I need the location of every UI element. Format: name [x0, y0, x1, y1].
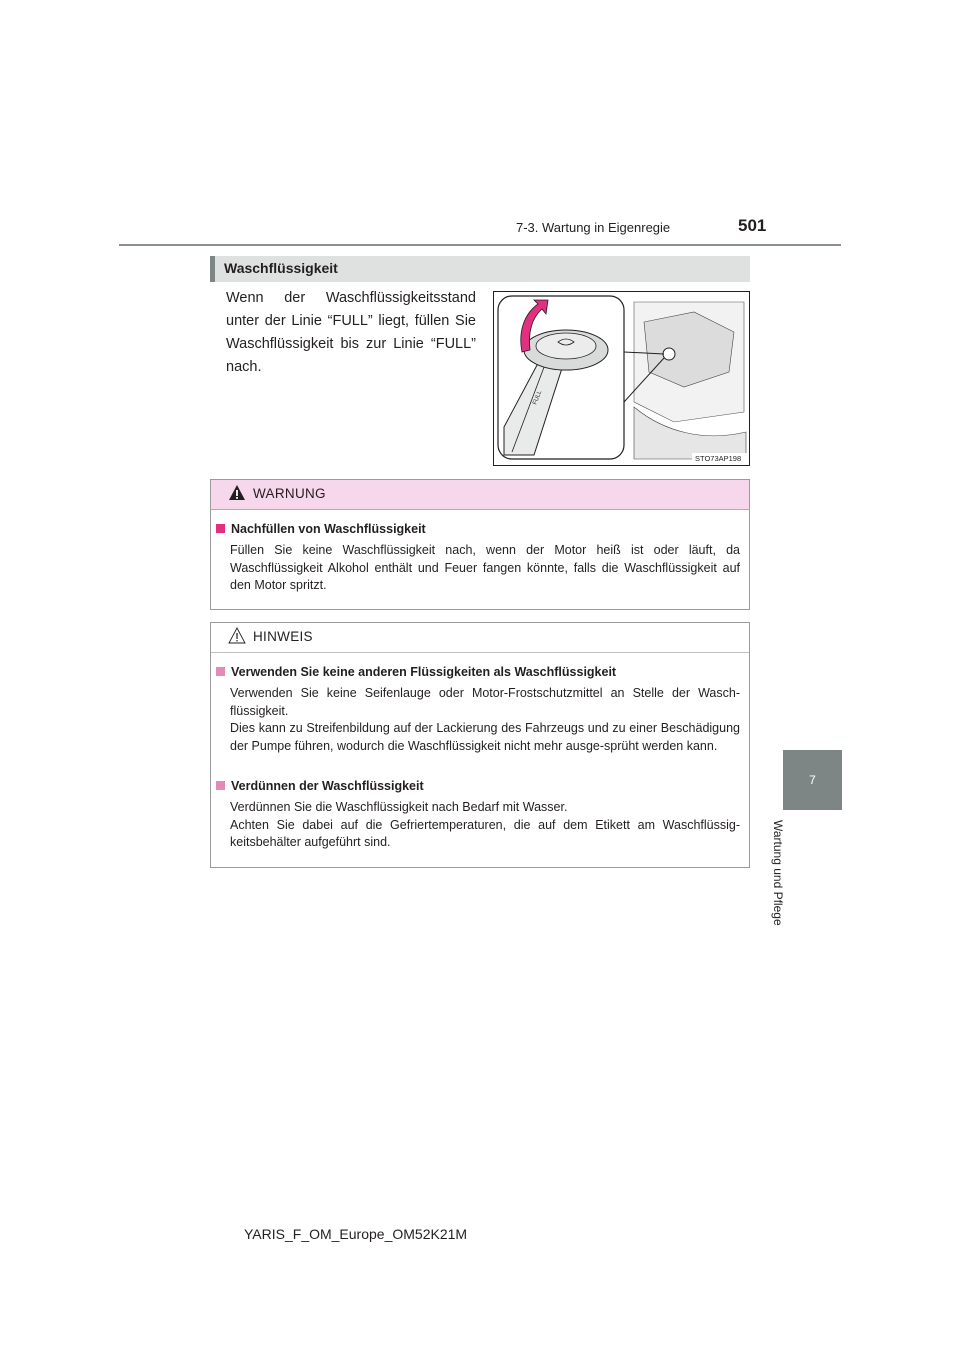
page-number: 501: [738, 216, 767, 235]
note-item-body: Verdünnen Sie die Waschflüssigkeit nach Bedarf mit Wasser. Achten Sie dabei auf die Gefriertemperaturen, die auf dem Etikett am Waschflüssig-keitsbehälter aufgeführt sind.: [230, 800, 740, 849]
chapter-tab: 7: [783, 750, 842, 810]
note-item-heading: Verwenden Sie keine anderen Flüssigkeiten als Waschflüssigkeit: [216, 665, 616, 679]
section-heading: [210, 256, 750, 282]
warning-icon: [228, 484, 246, 501]
warning-item-heading: Nachfüllen von Waschflüssigkeit: [216, 522, 426, 536]
intro-paragraph: Wenn der Waschflüssigkeitsstand unter der Linie “FULL” liegt, füllen Sie Waschflüssigkeit bis zur Linie “FULL” nach.: [226, 290, 476, 375]
document-id: YARIS_F_OM_Europe_OM52K21M: [244, 1226, 468, 1242]
note-header: [211, 623, 749, 653]
tank-full-mark: FULL: [532, 389, 544, 406]
figure-code: STO73AP198: [695, 454, 742, 463]
note-item-heading: Verdünnen der Waschflüssigkeit: [216, 779, 424, 793]
bullet-square-icon: [216, 667, 225, 676]
chapter-label-text: Wartung und Pflege: [771, 820, 785, 926]
section-heading-bar: [210, 256, 215, 282]
chapter-label: [771, 820, 815, 940]
section-heading-text: Waschflüssigkeit: [224, 260, 338, 276]
note-title: HINWEIS: [253, 629, 313, 644]
tank-location-marker: [663, 348, 675, 360]
running-header-section: 7-3. Wartung in Eigenregie: [516, 220, 671, 235]
header-rule: [119, 244, 841, 246]
bullet-square-icon: [216, 781, 225, 790]
washer-tank-illustration: [494, 292, 749, 465]
note-box: [210, 622, 750, 868]
caution-icon: [228, 627, 246, 644]
warning-header: [211, 480, 749, 510]
bullet-square-icon: [216, 524, 225, 533]
note-item-body: Verwenden Sie keine Seifenlauge oder Motor-Frostschutzmittel an Stelle der Wasch-flüssigkeit. Dies kann zu Streifenbildung auf der Lackierung des Fahrzeugs und zu einer Beschädigung der Pumpe führen, wodurch die Waschflüssigkeit nicht mehr ausge-sprüht werden kann.: [230, 686, 740, 753]
warning-title: WARNUNG: [253, 486, 326, 501]
warning-box: [210, 479, 750, 610]
washer-tank-figure: [493, 291, 750, 466]
warning-item-body: Füllen Sie keine Waschflüssigkeit nach, wenn der Motor heiß ist oder läuft, da Waschflüssigkeit Alkohol enthält und Feuer fangen könnte, falls die Waschflüssigkeit auf den Motor spritzt.: [230, 543, 740, 592]
